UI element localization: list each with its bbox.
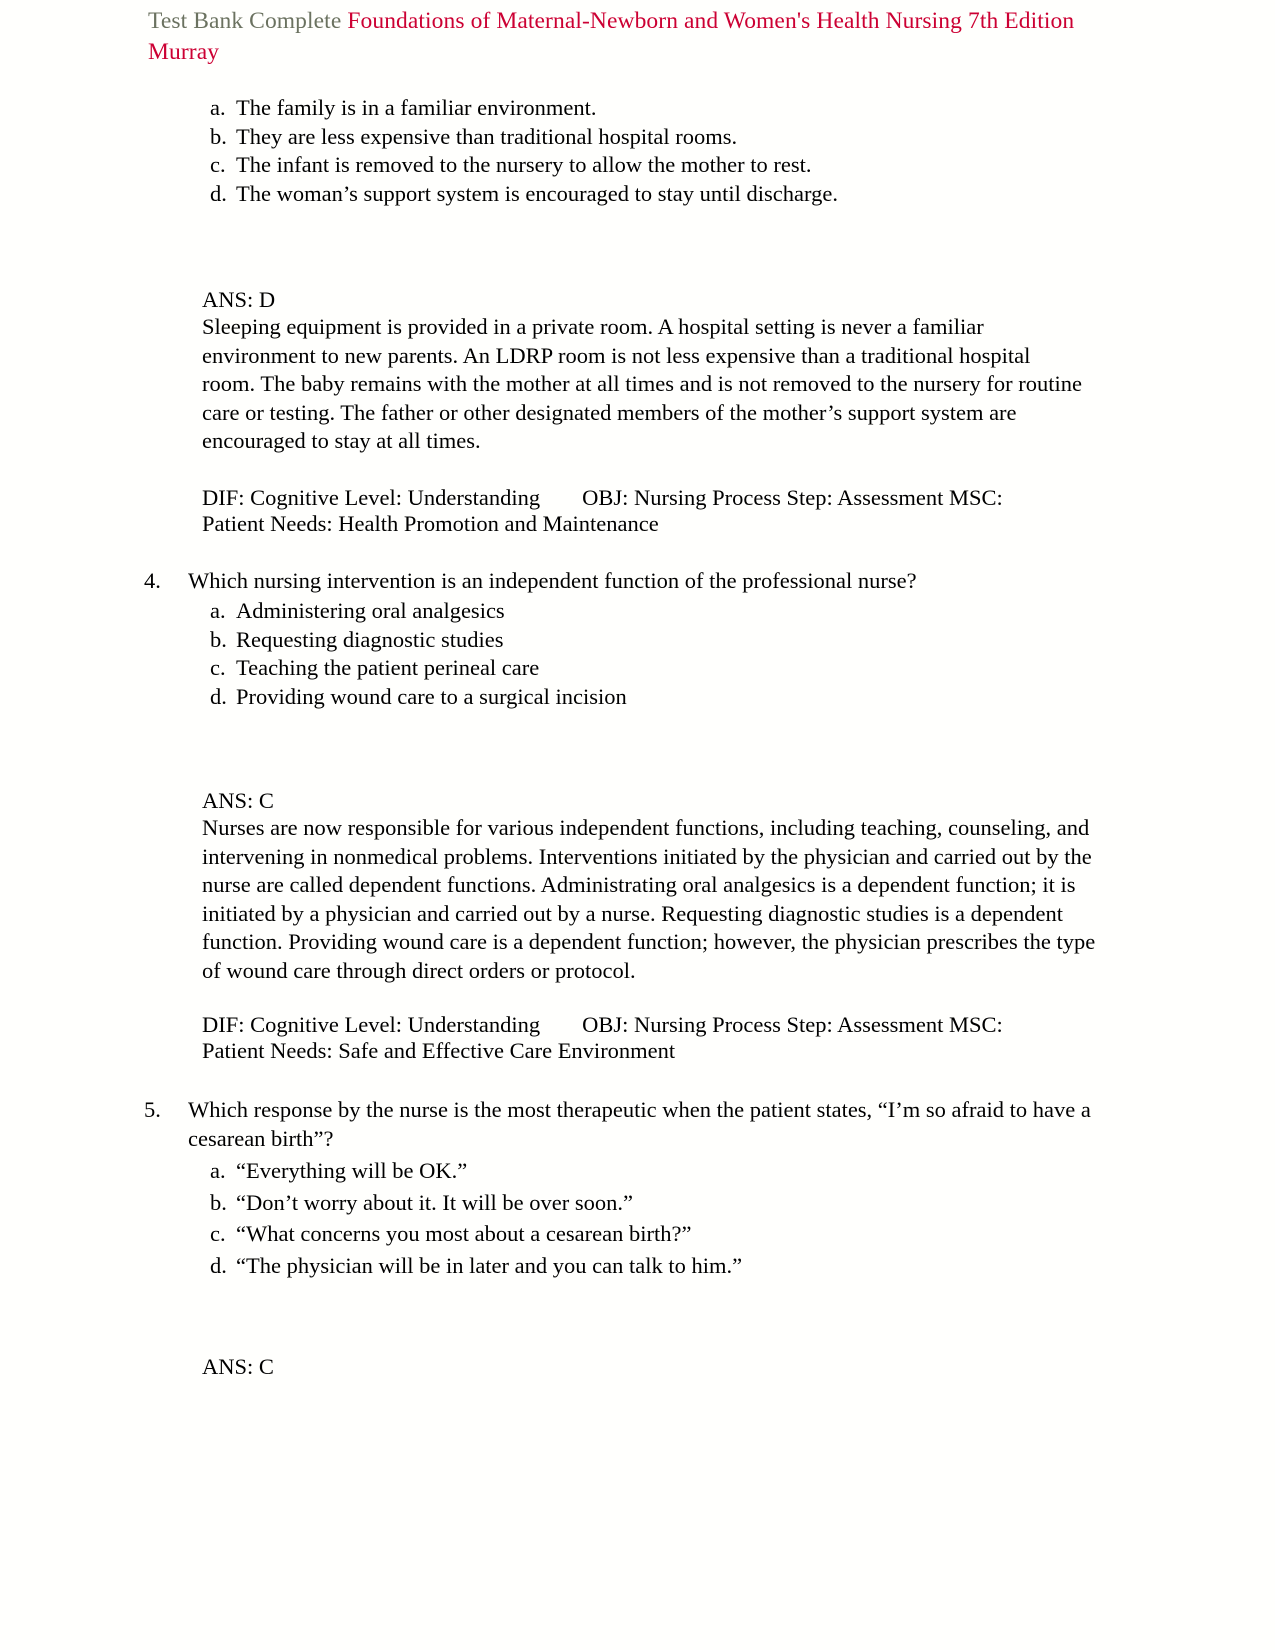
option-item[interactable] [196,123,1096,152]
option-text: “What concerns you most about a cesarean birth?” [236,1221,692,1246]
question-4-stem: Which nursing intervention is an independent function of the professional nurse? [188,568,917,593]
option-letter: a. [210,95,226,120]
option-item[interactable] [196,683,1096,712]
option-text: “The physician will be in later and you can talk to him.” [236,1252,743,1278]
meta-dif: DIF: Cognitive Level: Understanding [202,1012,541,1037]
option-text: Administering oral analgesics [236,598,505,623]
question-4-meta-line-1 [202,1012,1092,1038]
question-5-stem: Which response by the nurse is the most therapeutic when the patient states, “I’m so afraid to have a cesarean birth”? [188,1097,1091,1151]
question-5-block [136,1096,1096,1153]
option-letter: d. [210,180,227,206]
option-letter: c. [210,152,226,178]
question-5-options-block [196,1155,1096,1281]
question-4-answer-label: ANS: C [202,788,274,813]
option-item[interactable] [196,1218,1096,1250]
option-text: The woman’s support system is encouraged to stay until discharge. [236,180,838,206]
option-letter: b. [210,123,227,149]
question-3-answer-label: ANS: D [202,287,276,312]
option-letter: d. [210,1252,227,1278]
option-text: The infant is removed to the nursery to allow the mother to rest. [236,152,812,178]
question-4-options-block [196,597,1096,711]
option-item[interactable] [196,654,1096,683]
document-header [148,6,1093,67]
meta-obj: OBJ: Nursing Process Step: Assessment MSC: [582,1012,1003,1037]
header-prefix: Test Bank Complete [148,8,348,34]
question-3-option-list [196,94,1096,208]
question-3-meta-line-2: Patient Needs: Health Promotion and Maintenance [202,511,659,536]
option-text: They are less expensive than traditional hospital rooms. [236,123,738,149]
meta-dif: DIF: Cognitive Level: Understanding [202,485,541,510]
question-5-option-list [196,1155,1096,1281]
option-item[interactable] [196,94,1096,123]
question-5-stem-row [136,1096,1096,1153]
option-text: The family is in a familiar environment. [236,95,597,120]
option-letter: b. [210,626,227,652]
question-3-rationale: Sleeping equipment is provided in a private room. A hospital setting is never a familiar environment to new parents. An LDRP room is not less expensive than a traditional hospital room. The baby remains with the mother at all times and is not removed to the nursery for routine care or testing. The father or other designated members of the mother’s support system are encouraged to stay at all times. [202,314,1082,454]
option-letter: b. [210,1189,227,1215]
option-item[interactable] [196,597,1096,626]
option-letter: a. [210,598,226,623]
option-item[interactable] [196,180,1096,209]
question-4-meta [202,1012,1092,1064]
question-4-stem-row [136,567,1096,596]
question-3-options-block [196,94,1096,208]
question-4-number: 4. [144,568,161,593]
option-letter: d. [210,683,227,709]
option-item[interactable] [196,1155,1096,1187]
question-3-meta-line-1 [202,485,1092,511]
question-4-option-list [196,597,1096,711]
option-item[interactable] [196,1187,1096,1219]
question-4-rationale: Nurses are now responsible for various independent functions, including teaching, counseling, and intervening in nonmedical problems. Interventions initiated by the physician and carried out by the nurse are called dependent functions. Administrating oral analgesics is a dependent function; it is initiated by a physician and carried out by a nurse. Requesting diagnostic studies is a dependent function. Providing wound care is a dependent function; however, the physician prescribes the type of wound care through direct orders or protocol. [202,815,1096,983]
option-text: “Don’t worry about it. It will be over soon.” [236,1189,634,1215]
option-letter: a. [210,1158,226,1183]
option-text: Requesting diagnostic studies [236,626,504,652]
meta-obj: OBJ: Nursing Process Step: Assessment MSC: [582,485,1003,510]
option-item[interactable] [196,1250,1096,1282]
question-5-answer-label: ANS: C [202,1354,274,1379]
option-item[interactable] [196,626,1096,655]
question-5-number: 5. [144,1097,161,1122]
question-3-meta [202,485,1092,537]
option-text: Providing wound care to a surgical incision [236,683,627,709]
question-4-meta-line-2: Patient Needs: Safe and Effective Care Environment [202,1038,676,1063]
option-item[interactable] [196,151,1096,180]
option-text: Teaching the patient perineal care [236,655,540,681]
option-letter: c. [210,1221,226,1246]
option-text: “Everything will be OK.” [236,1158,468,1183]
header-title: Foundations of Maternal-Newborn and Women's Health Nursing 7th Edition Murray [148,8,1075,65]
option-letter: c. [210,655,226,681]
question-4-block [136,567,1096,596]
